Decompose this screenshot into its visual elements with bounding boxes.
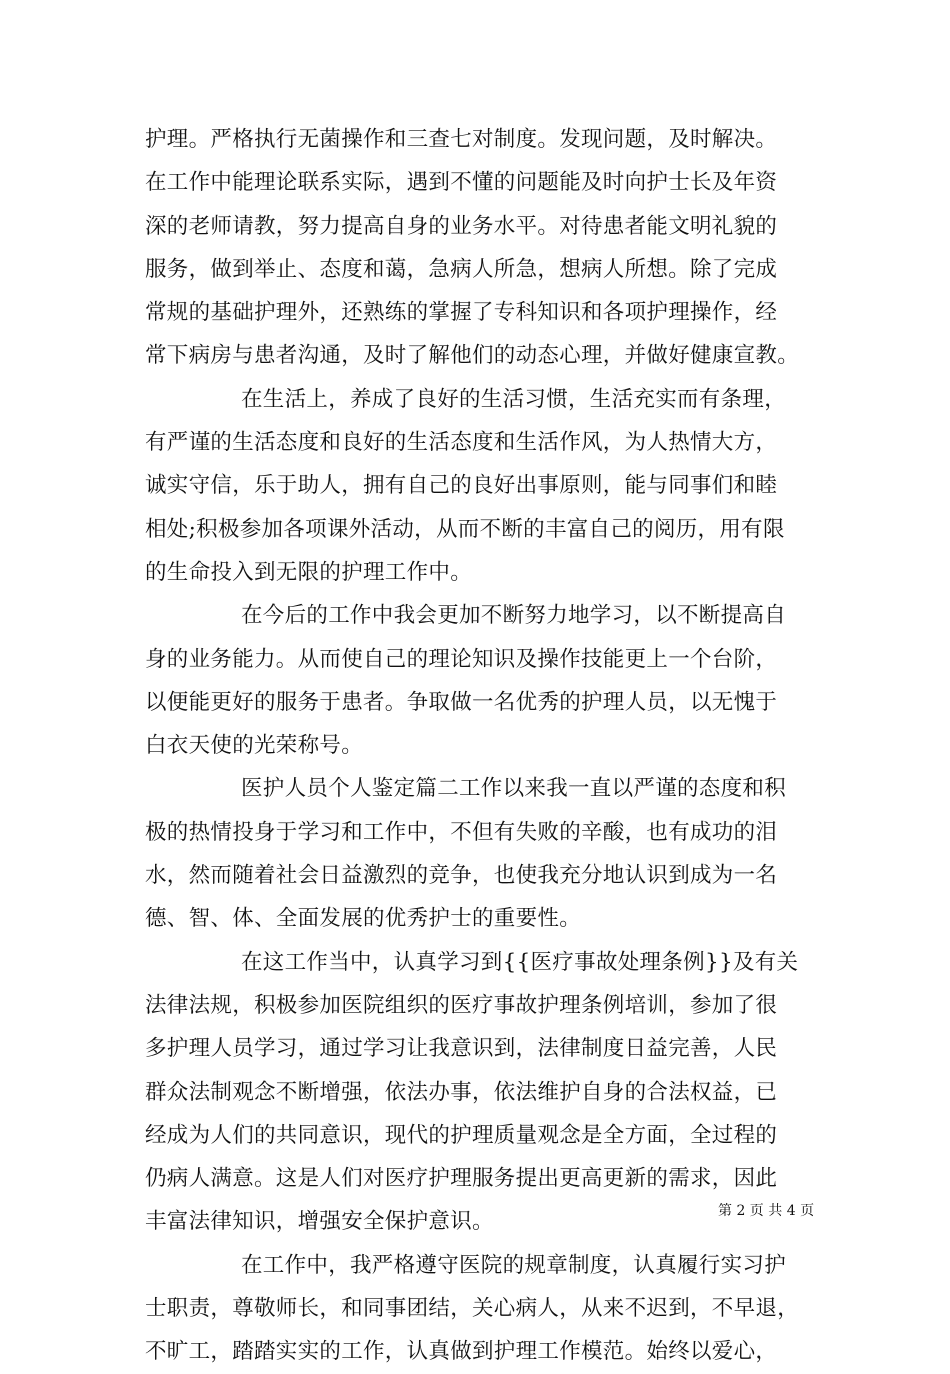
text-line: 在工作中，我严格遵守医院的规章制度，认真履行实习护 bbox=[241, 1252, 787, 1278]
text-line: 有严谨的生活态度和良好的生活态度和生活作风，为人热情大方， bbox=[145, 430, 778, 456]
text-line: 的生命投入到无限的护理工作中。 bbox=[145, 559, 473, 585]
text-line: 不旷工，踏踏实实的工作，认真做到护理工作模范。始终以爱心， bbox=[145, 1339, 778, 1365]
text-line: 经成为人们的共同意识，现代的护理质量观念是全方面，全过程的 bbox=[145, 1122, 778, 1148]
text-line: 白衣天使的光荣称号。 bbox=[145, 733, 364, 759]
text-line: 以便能更好的服务于患者。争取做一名优秀的护理人员，以无愧于 bbox=[145, 689, 778, 715]
paragraph bbox=[145, 378, 815, 594]
text-line: 护理。严格执行无菌操作和三查七对制度。发现问题，及时解决。 bbox=[145, 127, 778, 152]
text-line: 在这工作当中，认真学习到{{医疗事故处理条例}}及有关 bbox=[241, 949, 799, 975]
text-line: 多护理人员学习，通过学习让我意识到，法律制度日益完善，人民 bbox=[145, 1036, 778, 1062]
paragraph bbox=[145, 594, 815, 767]
text-line: 常规的基础护理外，还熟练的掌握了专科知识和各项护理操作，经 bbox=[145, 300, 778, 326]
text-line: 法律法规，积极参加医院组织的医疗事故护理条例培训，参加了很 bbox=[145, 992, 778, 1018]
text-line: 身的业务能力。从而使自己的理论知识及操作技能更上一个台阶， bbox=[145, 646, 778, 672]
text-line: 群众法制观念不断增强，依法办事，依法维护自身的合法权益，已 bbox=[145, 1079, 778, 1105]
text-line: 相处;积极参加各项课外活动，从而不断的丰富自己的阅历，用有限 bbox=[145, 516, 785, 542]
text-line: 极的热情投身于学习和工作中，不但有失败的辛酸，也有成功的泪 bbox=[145, 819, 778, 845]
document-body bbox=[145, 118, 815, 1374]
text-line: 在工作中能理论联系实际，遇到不懂的问题能及时向护士长及年资 bbox=[145, 170, 778, 196]
text-line: 在生活上，养成了良好的生活习惯，生活充实而有条理， bbox=[241, 386, 787, 412]
text-line: 水，然而随着社会日益激烈的竞争，也使我充分地认识到成为一名 bbox=[145, 863, 778, 889]
text-line: 在今后的工作中我会更加不断努力地学习，以不断提高自 bbox=[241, 603, 787, 629]
paragraph bbox=[145, 1244, 815, 1374]
text-line: 医护人员个人鉴定篇二工作以来我一直以严谨的态度和积 bbox=[241, 776, 787, 802]
text-line: 丰富法律知识，增强安全保护意识。 bbox=[145, 1209, 494, 1235]
page-number: 第 2 页 共 4 页 bbox=[718, 1203, 815, 1219]
text-line: 常下病房与患者沟通，及时了解他们的动态心理，并做好健康宣教。 bbox=[145, 343, 800, 369]
paragraph bbox=[145, 118, 815, 378]
text-line: 深的老师请教，努力提高自身的业务水平。对待患者能文明礼貌的 bbox=[145, 213, 778, 239]
text-line: 诚实守信，乐于助人，拥有自己的良好出事原则，能与同事们和睦 bbox=[145, 473, 778, 499]
text-line: 仍病人满意。这是人们对医疗护理服务提出更高更新的需求，因此 bbox=[145, 1166, 778, 1192]
paragraph bbox=[145, 941, 815, 1244]
text-line: 德、智、体、全面发展的优秀护士的重要性。 bbox=[145, 906, 582, 932]
text-line: 服务，做到举止、态度和蔼，急病人所急，想病人所想。除了完成 bbox=[145, 256, 778, 282]
text-line: 士职责，尊敬师长，和同事团结，关心病人，从来不迟到，不早退， bbox=[145, 1296, 800, 1322]
paragraph bbox=[145, 767, 815, 940]
